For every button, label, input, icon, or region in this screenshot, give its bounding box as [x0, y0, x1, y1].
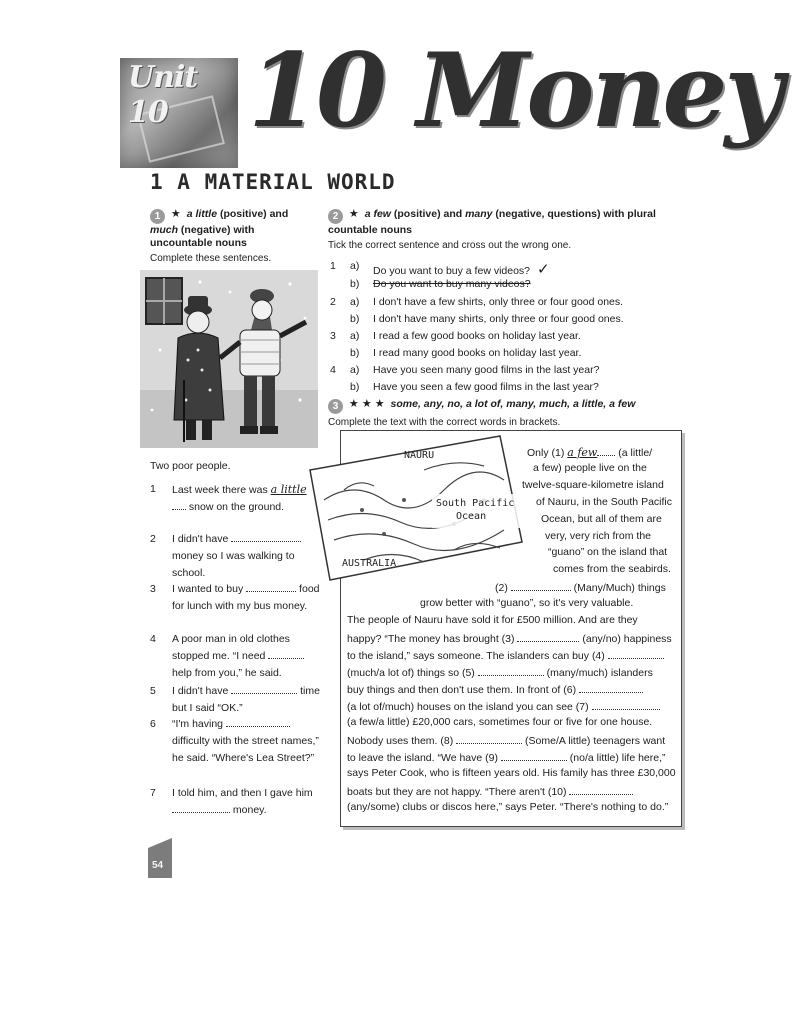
map-label-ocean-2: Ocean: [456, 511, 487, 522]
map-label-australia: AUSTRALIA: [342, 558, 397, 569]
exercise-3-heading: [328, 398, 683, 429]
answer-blank[interactable]: [231, 683, 297, 694]
text-segment: (many/much) islanders: [543, 667, 653, 679]
text-segment: boats but they are not happy. “There aren't (10): [347, 786, 570, 798]
item-text-end: snow on the ground.: [186, 501, 285, 513]
unit-badge: [120, 58, 238, 168]
option-letter: a): [350, 260, 360, 272]
text-line: says Peter Cook, who is fifteen years old. His family has three £30,000: [347, 767, 676, 779]
text-line: of Nauru, in the South Pacific: [536, 496, 672, 508]
item-text-end: money so I was walking to school.: [172, 550, 295, 579]
option-text: Have you seen many good films in the last year?: [373, 364, 600, 376]
exercise-2-number: 2: [328, 209, 343, 224]
item-text: “I'm having: [172, 718, 226, 730]
text-line: [347, 699, 660, 713]
answer-blank[interactable]: [478, 665, 544, 676]
two-poor-people-illustration: [140, 270, 318, 448]
item-text-end: money.: [230, 804, 267, 816]
item-number: 4: [330, 364, 336, 376]
item-number: 1: [330, 260, 336, 272]
answer-blank[interactable]: [597, 445, 615, 456]
item-text-end: time but I said “OK.”: [172, 685, 320, 714]
answer-blank[interactable]: [501, 750, 567, 761]
item-text: I didn't have: [172, 533, 232, 545]
text-line: a few) people live on the: [533, 462, 647, 474]
item-text: I didn't have: [172, 685, 232, 697]
item-text: I wanted to buy: [172, 583, 247, 595]
text-line: [347, 784, 633, 798]
star-icon: ★: [170, 208, 181, 220]
item-number: 1: [150, 483, 156, 495]
option-letter: b): [350, 313, 360, 325]
exercise-3-instruction: Complete the text with the correct words in brackets.: [328, 417, 561, 428]
item-number: 2: [330, 296, 336, 308]
text-line: “guano” on the island that: [548, 546, 668, 558]
exercise-1-instruction: Complete these sentences.: [150, 253, 272, 264]
ex1-keyword-much: much: [150, 224, 179, 236]
star-icon: ★: [348, 208, 359, 220]
page-title: 10 Money: [248, 31, 781, 151]
text-line: [347, 648, 664, 662]
list-item: [150, 531, 320, 582]
text-line: The people of Nauru have sold it for £500 million. And are they: [347, 614, 638, 626]
text-line: [347, 733, 665, 747]
list-item: [150, 683, 320, 717]
text-line: Ocean, but all of them are: [541, 513, 662, 525]
answer-blank[interactable]: [172, 499, 186, 510]
handwritten-answer: a little: [270, 483, 307, 496]
item-number: 3: [150, 583, 156, 595]
text-line: [495, 580, 666, 594]
item-text-end: help from you,” he said.: [172, 667, 282, 679]
ex2-keyword-a-few: a few: [364, 208, 391, 220]
text-segment: (much/a lot of) things so (5): [347, 667, 478, 679]
map-label-nauru: NAURU: [404, 450, 435, 461]
answer-blank[interactable]: [592, 699, 660, 710]
list-item: [150, 581, 320, 615]
text-segment: buy things and then don't use them. In front of (6): [347, 684, 579, 696]
ex2-keyword-many: many: [465, 208, 493, 220]
text-line: comes from the seabirds.: [553, 563, 671, 575]
section-title: 1 A MATERIAL WORLD: [150, 170, 396, 194]
item-text: A poor man in old clothes stopped me. “I need: [172, 633, 290, 662]
text-segment: (Many/Much) things: [570, 582, 666, 594]
option-letter: b): [350, 347, 360, 359]
answer-blank[interactable]: [246, 581, 296, 592]
ex1-heading-text: (positive) and: [217, 208, 289, 220]
exercise-2-heading: [328, 208, 683, 252]
text-segment: (any/no) happiness: [579, 633, 672, 645]
text-segment: happy? “The money has brought (3): [347, 633, 518, 645]
list-item: [150, 716, 320, 767]
item-number: 6: [150, 718, 156, 730]
text-segment: (a lot of/much) houses on the island you can see (7): [347, 701, 592, 713]
text-segment: to the island,” says someone. The islanders can buy (4): [347, 650, 608, 662]
answer-blank[interactable]: [579, 682, 643, 693]
item-number: 5: [150, 685, 156, 697]
text-segment: Only (1): [527, 447, 568, 459]
text-line: [347, 750, 666, 764]
option-letter: b): [350, 381, 360, 393]
option-letter: a): [350, 296, 360, 308]
tick-icon: ✓: [537, 261, 550, 278]
unit-badge-text: Unit 10: [128, 60, 198, 130]
text-segment: (no/a little) life here,”: [566, 752, 666, 764]
option-letter: a): [350, 330, 360, 342]
option-text: I read a few good books on holiday last year.: [373, 330, 581, 342]
text-line: grow better with “guano”, so it's very valuable.: [420, 597, 634, 609]
exercise-2-instruction: Tick the correct sentence and cross out the wrong one.: [328, 240, 572, 251]
text-segment: (Some/A little) teenagers want: [522, 735, 666, 747]
page-number-tab: [148, 838, 172, 878]
option-text-crossed-out: Do you want to buy many videos?: [373, 278, 531, 290]
exercise-3-number: 3: [328, 399, 343, 414]
list-item: [150, 481, 320, 516]
item-text: I told him, and then I gave him: [172, 787, 313, 799]
exercise-1-heading: [150, 208, 315, 265]
option-text: I don't have many shirts, only three or four good ones.: [373, 313, 624, 325]
answer-blank[interactable]: [268, 648, 304, 659]
list-item: [150, 631, 320, 682]
item-text-end: food for lunch with my bus money.: [172, 583, 320, 612]
answer-blank[interactable]: [517, 631, 579, 642]
answer-blank[interactable]: [511, 580, 571, 591]
exercise-1-number: 1: [150, 209, 165, 224]
item-number: 2: [150, 533, 156, 545]
option-text: I read many good books on holiday last year.: [373, 347, 582, 359]
item-text: Last week there was: [172, 484, 271, 496]
ex2-heading-text-2: (negative, questions) with plural countable nouns: [328, 208, 656, 236]
handwritten-answer: a few: [567, 446, 598, 459]
ex3-keywords: some, any, no, a lot of, many, much, a little, a few: [390, 398, 636, 410]
ex1-heading-text-2: (negative) with uncountable nouns: [150, 224, 255, 249]
answer-blank[interactable]: [608, 648, 664, 659]
ex1-keyword-a-little: a little: [186, 208, 218, 220]
list-item: [150, 785, 320, 819]
text-segment: (2): [495, 582, 511, 594]
answer-blank[interactable]: [226, 716, 290, 727]
item-number: 4: [150, 633, 156, 645]
map-label-ocean-1: South Pacific: [436, 498, 515, 509]
option-text: Have you seen a few good films in the last year?: [373, 381, 599, 393]
nauru-map: [304, 430, 526, 584]
ex2-heading-text: (positive) and: [390, 208, 466, 220]
option-text: Do you want to buy a few videos?: [373, 265, 531, 277]
text-segment: (a little/: [615, 447, 653, 459]
text-line: [347, 682, 643, 696]
illustration-caption: Two poor people.: [150, 460, 231, 472]
page-number: 54: [152, 860, 164, 871]
item-number: 3: [330, 330, 336, 342]
answer-blank[interactable]: [456, 733, 522, 744]
text-line: [347, 631, 672, 645]
answer-blank[interactable]: [231, 531, 301, 542]
answer-blank[interactable]: [569, 784, 633, 795]
item-number: 7: [150, 787, 156, 799]
text-line: very, very rich from the: [545, 530, 651, 542]
text-segment: to leave the island. “We have (9): [347, 752, 501, 764]
option-text: I don't have a few shirts, only three or four good ones.: [373, 296, 624, 308]
option-letter: a): [350, 364, 360, 376]
star-icon: ★ ★ ★: [348, 398, 385, 410]
text-segment: Nobody uses them. (8): [347, 735, 457, 747]
text-line: (a few/a little) £20,000 cars, sometimes four or five for one house.: [347, 716, 653, 728]
text-line: (any/some) clubs or discos here,” says Peter. “There's nothing to do.”: [347, 801, 669, 813]
text-line: twelve-square-kilometre island: [522, 479, 664, 491]
text-line: [527, 445, 652, 459]
option-letter: b): [350, 278, 360, 290]
answer-blank[interactable]: [172, 802, 230, 813]
item-text-end: difficulty with the street names,” he said. “Where's Lea Street?”: [172, 735, 319, 764]
text-line: [347, 665, 653, 679]
